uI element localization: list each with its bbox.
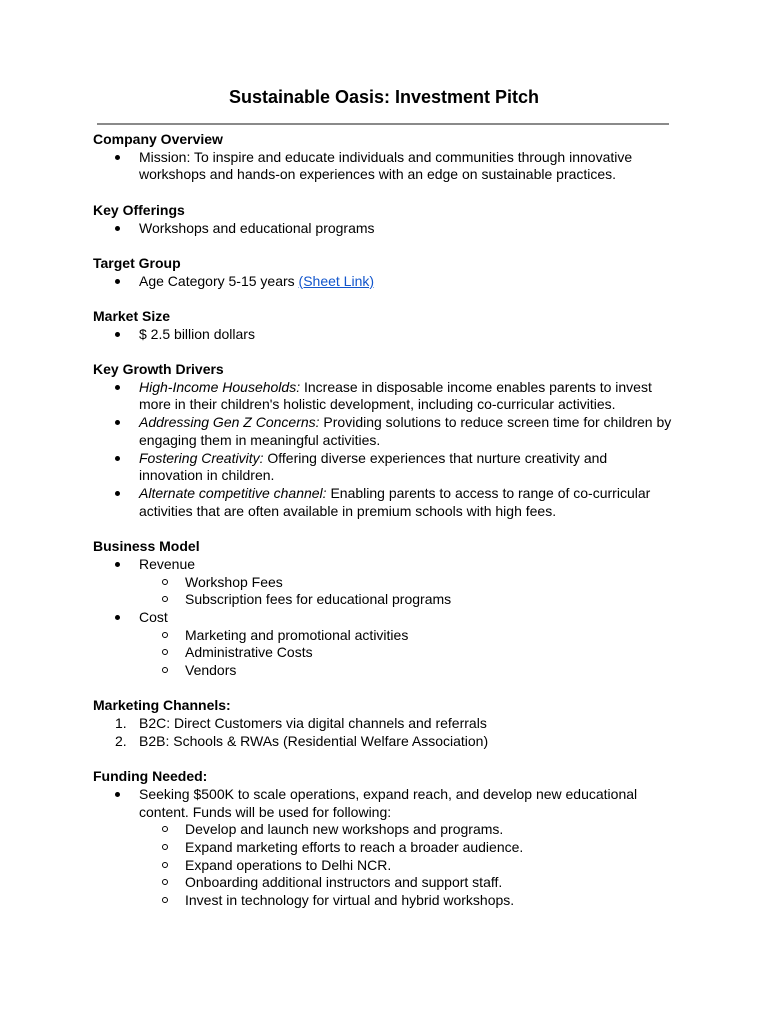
sub-list-item [139,662,673,680]
section-heading: Target Group [93,254,181,271]
list-item [93,715,673,733]
circle-bullet-icon [162,644,182,662]
driver-text: Enabling parents to access to range of co-curricular activities that are often available in premium schools with high fees. [139,485,651,519]
sub-list-item [139,644,673,662]
section-marketing-channels [93,697,673,750]
sub-list-item [139,857,673,875]
sub-list [139,627,673,680]
list-item [93,556,673,609]
section-target-group [93,255,673,290]
sub-list [139,821,673,910]
bullet-icon [115,149,135,167]
section-heading: Company Overview [93,131,223,147]
sub-list-item [139,591,673,609]
list-item-text: B2B: Schools & RWAs (Residential Welfare Association) [139,732,489,749]
sub-list-item [139,574,673,592]
driver-lead: Alternate competitive channel: [139,485,327,501]
sub-list-item-text: Subscription fees for educational programs [185,591,452,608]
list-item [93,149,673,184]
driver-lead: Fostering Creativity: [139,449,264,466]
sub-list-item [139,821,673,839]
bullet-icon [115,556,135,574]
driver-lead: High-Income Households: [139,378,301,395]
sub-list-item-text: Develop and launch new workshops and programs. [185,821,504,838]
section-business-model [93,538,673,680]
list-item [93,485,673,520]
section-heading: Business Model [93,538,200,555]
list-item-text: Seeking $500K to scale operations, expand reach, and develop new educational content. Funds will be used for following: [139,785,638,820]
sub-list-item-text: Onboarding additional instructors and support staff. [185,874,503,891]
list-item [93,786,673,910]
section-market-size [93,308,673,343]
bullet-list [93,556,673,680]
list-item-text: Age Category 5-15 years [139,272,299,289]
bullet-list [93,786,673,910]
sub-list-item [139,627,673,645]
bullet-icon [115,609,135,627]
section-key-offerings [93,202,673,237]
document-title: Sustainable Oasis: Investment Pitch [228,87,540,107]
numbered-list [93,715,673,750]
circle-bullet-icon [162,662,182,680]
section-company-overview [93,131,673,184]
list-item [93,220,673,238]
bullet-icon [115,220,135,238]
list-item [93,379,673,414]
group-label: Revenue [139,555,196,572]
sub-list-item-text: Vendors [185,662,237,679]
list-item [93,609,673,680]
list-item-text: B2C: Direct Customers via digital channels and referrals [139,715,487,732]
sub-list-item [139,874,673,892]
list-item-text: $ 2.5 billion dollars [139,325,255,342]
section-heading: Funding Needed: [93,768,208,785]
sub-list-item-text: Invest in technology for virtual and hybrid workshops. [185,892,515,909]
sub-list-item [139,839,673,857]
sub-list-item-text: Workshop Fees [185,573,283,590]
bullet-icon [115,485,135,503]
sub-list [139,574,673,609]
list-item [93,326,673,344]
section-growth-drivers [93,361,673,520]
section-funding [93,768,673,910]
sheet-link[interactable]: (Sheet Link) [298,272,375,289]
driver-text: Providing solutions to reduce screen time for children by engaging them in meaningful activities. [139,414,672,448]
section-heading: Market Size [93,307,171,324]
bullet-list [93,326,673,344]
title-divider [97,123,669,125]
group-label: Cost [139,608,168,625]
bullet-list [93,220,673,238]
sub-list-item [139,892,673,910]
driver-text: Increase in disposable income enables parents to invest more in their children's holistic development, including co-curricular activities. [139,378,652,413]
bullet-list [93,149,673,184]
bullet-list [93,273,673,291]
bullet-icon [115,379,135,397]
sub-list-item-text: Expand marketing efforts to reach a broader audience. [185,839,524,856]
section-heading: Key Growth Drivers [93,361,224,378]
circle-bullet-icon [162,839,182,857]
list-item [93,450,673,485]
list-item-text: Workshops and educational programs [139,219,375,236]
circle-bullet-icon [162,874,182,892]
bullet-icon [115,786,135,804]
section-heading: Key Offerings [93,201,185,218]
sub-list-item-text: Expand operations to Delhi NCR. [185,856,392,873]
list-number: 1. [115,715,127,732]
list-item [93,414,673,449]
circle-bullet-icon [162,574,182,592]
driver-text: Offering diverse experiences that nurture creativity and innovation in children. [139,449,608,484]
sub-list-item-text: Administrative Costs [185,644,313,661]
circle-bullet-icon [162,892,182,910]
bullet-list [93,379,673,521]
list-number: 2. [115,732,127,749]
bullet-icon [115,326,135,344]
sub-list-item-text: Marketing and promotional activities [185,626,409,643]
bullet-icon [115,414,135,432]
list-item [93,273,673,291]
section-heading: Marketing Channels: [93,697,231,714]
circle-bullet-icon [162,591,182,609]
driver-lead: Addressing Gen Z Concerns: [139,414,320,431]
circle-bullet-icon [162,857,182,875]
bullet-icon [115,273,135,291]
list-item-text: Mission: To inspire and educate individuals and communities through innovative workshops and hands-on experiences with an edge on sustainable practices. [139,148,633,183]
circle-bullet-icon [162,627,182,645]
circle-bullet-icon [162,821,182,839]
bullet-icon [115,450,135,468]
list-item [93,733,673,751]
document-body [93,131,673,928]
